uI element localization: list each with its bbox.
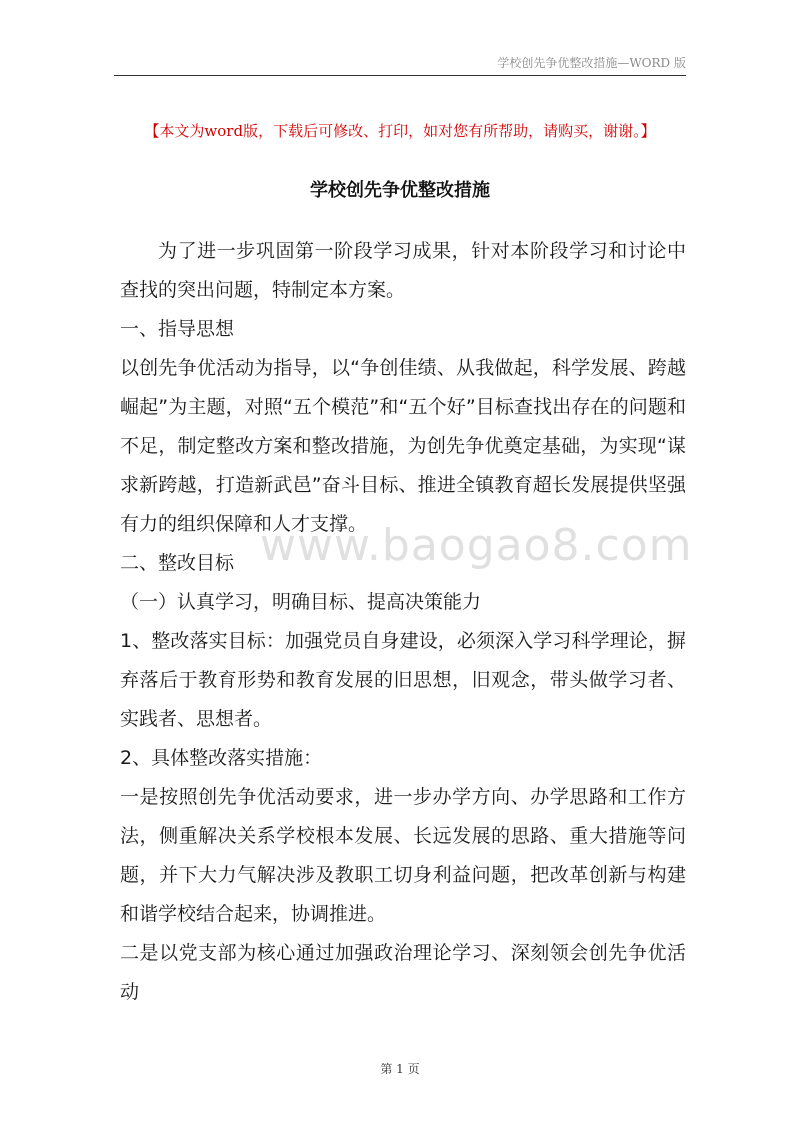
body-paragraph: 二是以党支部为核心通过加强政治理论学习、深刻领会创先争优活动 [120, 942, 686, 1003]
page-number: 第 1 页 [380, 1062, 420, 1076]
body-paragraph: 以创先争优活动为指导，以“争创佳绩、从我做起，科学发展、跨越崛起”为主题，对照“五个模范”和“五个好”目标查找出存在的问题和不足，制定整改方案和整改措施，为创先争优奠定基础，为实现“谋求新跨越，打造新武邑”奋斗目标、推进全镇教育超长发展提供坚强有力的组织保障和人才支撑。 [120, 357, 686, 535]
section-heading-guiding-ideology: 一、指导思想 [120, 318, 235, 340]
document-title: 学校创先争优整改措施 [310, 180, 490, 201]
body-paragraph: 2、具体整改落实措施： [120, 747, 323, 769]
document-body [120, 232, 686, 1012]
watermark: www.baogao8.com [260, 520, 693, 571]
section-heading-rectification-goals: 二、整改目标 [120, 552, 235, 574]
body-paragraph: 一是按照创先争优活动要求，进一步办学方向、办学思路和工作方法，侧重解决关系学校根本发展、长远发展的思路、重大措施等问题，并下大力气解决涉及教职工切身利益问题，把改革创新与构建和谐学校结合起来，协调推进。 [120, 786, 686, 925]
subsection-heading: （一）认真学习，明确目标、提高决策能力 [120, 591, 482, 613]
header-divider [114, 75, 686, 76]
intro-paragraph: 为了进一步巩固第一阶段学习成果，针对本阶段学习和讨论中查找的突出问题，特制定本方案。 [120, 240, 686, 301]
download-notice: 【本文为word版，下载后可修改、打印，如对您有所帮助，请购买，谢谢。】 [144, 122, 656, 140]
running-header: 学校创先争优整改措施—WORD 版 [497, 56, 686, 70]
body-paragraph: 1、整改落实目标：加强党员自身建设，必须深入学习科学理论，摒弃落后于教育形势和教育发展的旧思想，旧观念，带头做学习者、实践者、思想者。 [120, 630, 686, 730]
